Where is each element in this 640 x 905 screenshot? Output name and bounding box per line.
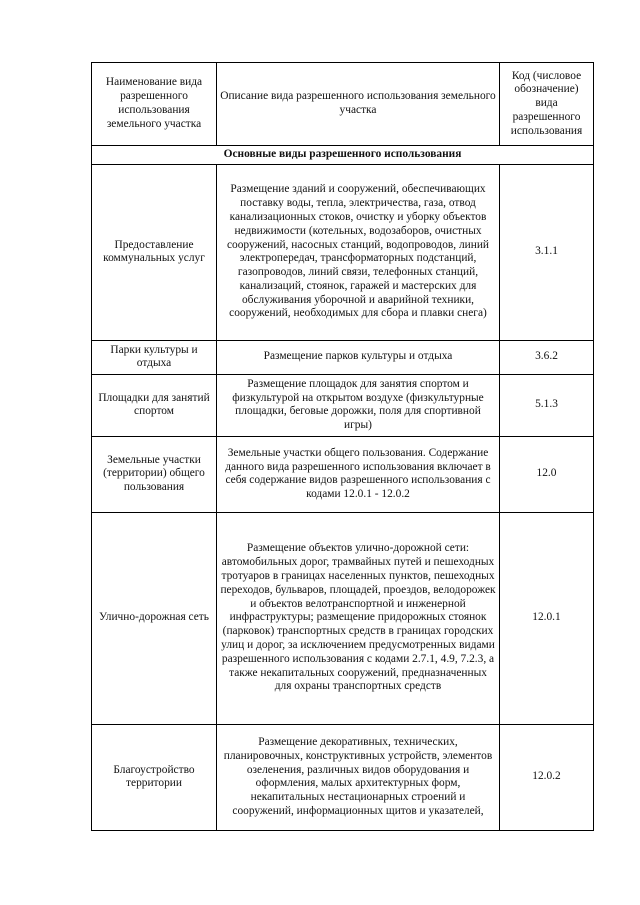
- land-use-table: [91, 62, 594, 831]
- section-title: Основные виды разрешенного использования: [92, 146, 594, 165]
- table-row: [92, 512, 594, 724]
- row-code: 12.0.1: [500, 512, 594, 724]
- row-code: 12.0.2: [500, 724, 594, 830]
- row-description: Размещение декоративных, технических, планировочных, конструктивных устройств, элементов озеленения, различных видов оборудования и оформления, малых архитектурных форм, некапитальных нестационарных строений и сооружений, информационных щитов и указателей,: [217, 724, 500, 830]
- header-code: Код (числовое обозначение) вида разрешенного использования: [500, 63, 594, 146]
- row-code: 5.1.3: [500, 374, 594, 436]
- row-code: 12.0: [500, 436, 594, 512]
- header-row: [92, 63, 594, 146]
- section-row: [92, 146, 594, 165]
- table-row: [92, 340, 594, 374]
- row-description: Размещение объектов улично-дорожной сети: автомобильных дорог, трамвайных путей и пешеходных тротуаров в границах населенных пунктов, пешеходных переходов, бульваров, площадей, проездов, велодорожек и объектов велотранспортной и инженерной инфраструктуры; размещение придорожных стоянок (парковок) транспортных средств в границах городских улиц и дорог, за исключением предусмотренных видами разрешенного использования с кодами 2.7.1, 4.9, 7.2.3, а также некапитальных сооружений, предназначенных для охраны транспортных средств: [217, 512, 500, 724]
- row-name: Улично-дорожная сеть: [92, 512, 217, 724]
- row-description: Размещение площадок для занятия спортом и физкультурой на открытом воздухе (физкультурные площадки, беговые дорожки, поля для спортивной игры): [217, 374, 500, 436]
- row-code: 3.6.2: [500, 340, 594, 374]
- header-name: Наименование вида разрешенного использования земельного участка: [92, 63, 217, 146]
- row-name: Площадки для занятий спортом: [92, 374, 217, 436]
- row-name: Земельные участки (территории) общего пользования: [92, 436, 217, 512]
- table-row: [92, 436, 594, 512]
- row-description: Земельные участки общего пользования. Содержание данного вида разрешенного использования включает в себя содержание видов разрешенного использования с кодами 12.0.1 - 12.0.2: [217, 436, 500, 512]
- row-description: Размещение зданий и сооружений, обеспечивающих поставку воды, тепла, электричества, газа, отвод канализационных стоков, очистку и уборку объектов недвижимости (котельных, водозаборов, очистных сооружений, насосных станций, водопроводов, линий электропередач, трансформаторных подстанций, газопроводов, линий связи, телефонных станций, канализаций, стоянок, гаражей и мастерских для обслуживания уборочной и аварийной техники, сооружений, необходимых для сбора и плавки снега): [217, 164, 500, 340]
- row-name: Предоставление коммунальных услуг: [92, 164, 217, 340]
- header-description: Описание вида разрешенного использования земельного участка: [217, 63, 500, 146]
- row-description: Размещение парков культуры и отдыха: [217, 340, 500, 374]
- row-name: Благоустройство территории: [92, 724, 217, 830]
- table-row: [92, 374, 594, 436]
- table-row: [92, 164, 594, 340]
- table-row: [92, 724, 594, 830]
- row-name: Парки культуры и отдыха: [92, 340, 217, 374]
- row-code: 3.1.1: [500, 164, 594, 340]
